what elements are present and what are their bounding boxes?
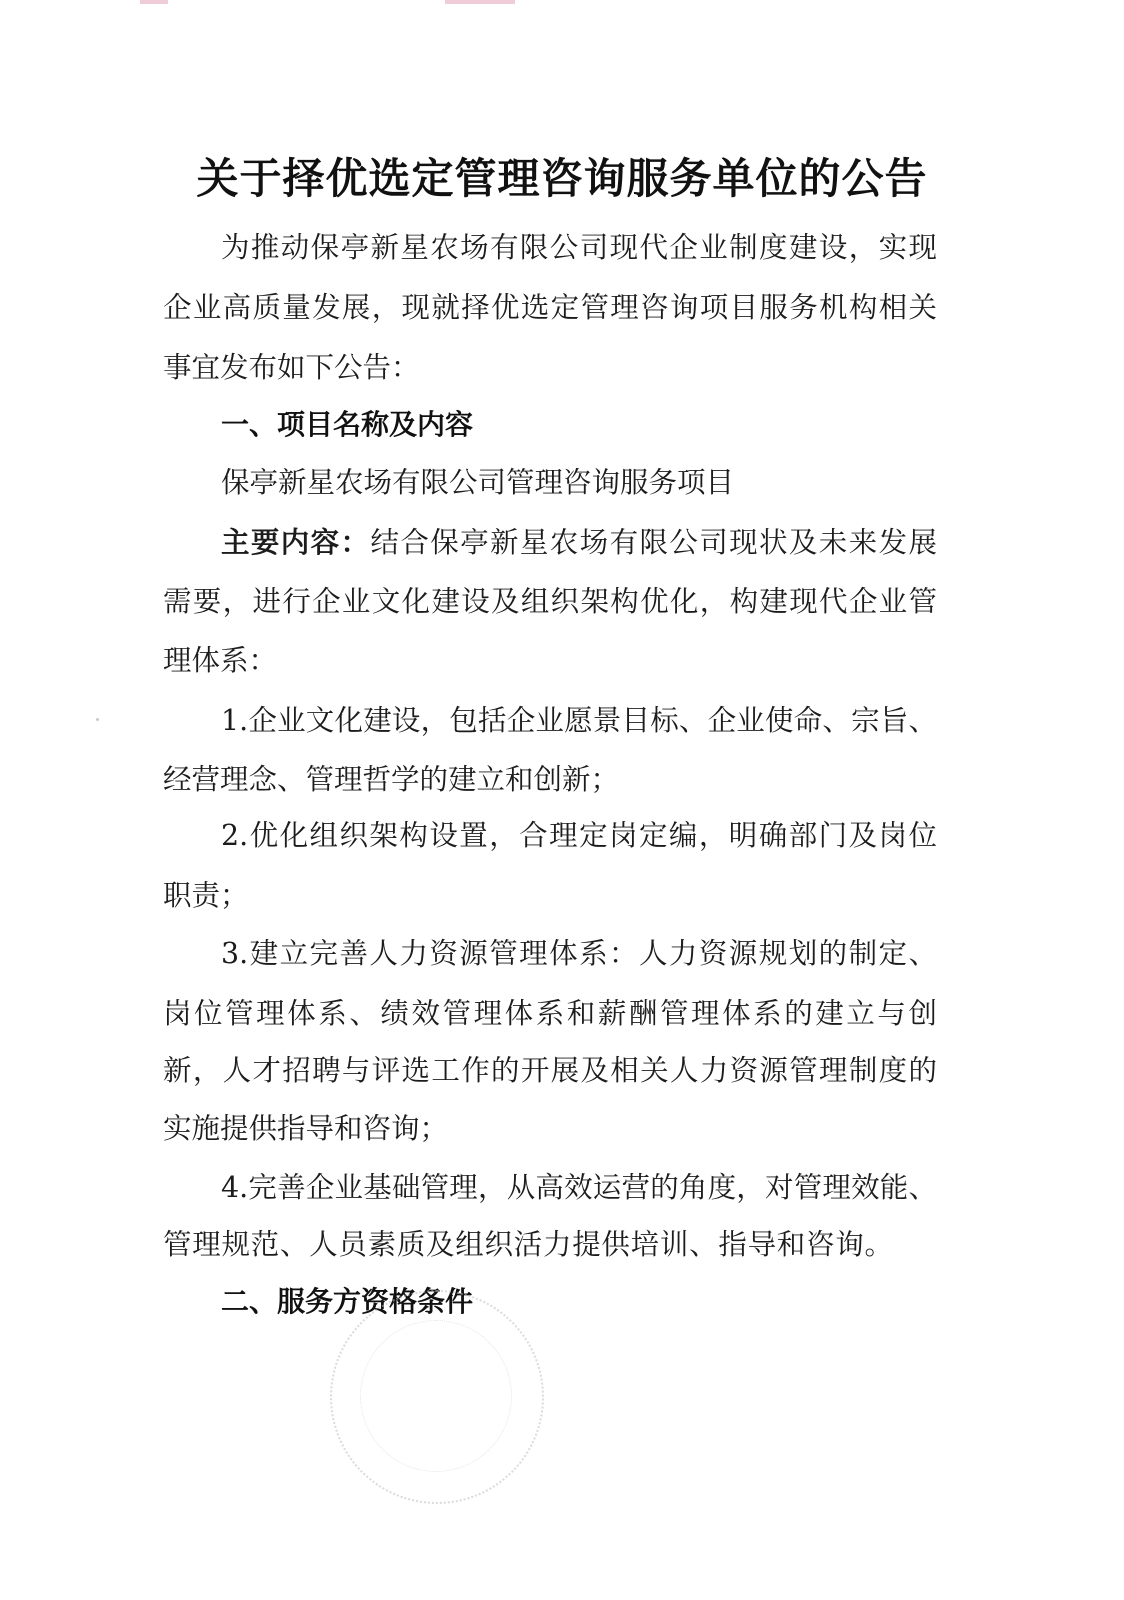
- item-3-line-2: 岗位管理体系、绩效管理体系和薪酬管理体系的建立与创: [163, 997, 937, 1030]
- section-1-heading: 一、项目名称及内容: [221, 408, 474, 441]
- main-content-line-3: 理体系：: [163, 644, 278, 677]
- item-4-line-1: 4.完善企业基础管理，从高效运营的角度，对管理效能、: [221, 1171, 937, 1204]
- intro-line-3: 事宜发布如下公告：: [163, 351, 420, 384]
- main-content-label: 主要内容：: [221, 526, 371, 559]
- scan-speck: [96, 718, 99, 721]
- main-content-text: 结合保亭新星农场有限公司现状及未来发展: [370, 526, 937, 559]
- item-2-line-2: 职责；: [163, 879, 249, 912]
- scan-mark: [140, 0, 168, 4]
- main-content-line-2: 需要，进行企业文化建设及组织架构优化，构建现代企业管: [163, 585, 937, 618]
- item-1-line-1: 1.企业文化建设，包括企业愿景目标、企业使命、宗旨、: [221, 704, 937, 737]
- document-title: 关于择优选定管理咨询服务单位的公告: [196, 154, 928, 203]
- item-1-line-2: 经营理念、管理哲学的建立和创新；: [163, 763, 620, 796]
- item-2-line-1: 2.优化组织架构设置，合理定岗定编，明确部门及岗位: [221, 819, 937, 852]
- item-4-line-2: 管理规范、人员素质及组织活力提供培训、指导和咨询。: [163, 1228, 893, 1261]
- item-3-line-3: 新，人才招聘与评选工作的开展及相关人力资源管理制度的: [163, 1054, 937, 1087]
- item-3-line-4: 实施提供指导和咨询；: [163, 1112, 449, 1145]
- item-3-line-1: 3.建立完善人力资源管理体系：人力资源规划的制定、: [221, 937, 937, 970]
- project-name: 保亭新星农场有限公司管理咨询服务项目: [221, 466, 735, 499]
- main-content-line-1: [221, 523, 937, 563]
- faint-seal-trace-inner: [360, 1320, 512, 1472]
- section-2-heading: 二、服务方资格条件: [221, 1285, 474, 1318]
- scan-mark: [445, 0, 515, 4]
- intro-line-2: 企业高质量发展，现就择优选定管理咨询项目服务机构相关: [163, 291, 937, 324]
- intro-line-1: 为推动保亭新星农场有限公司现代企业制度建设，实现: [221, 231, 937, 264]
